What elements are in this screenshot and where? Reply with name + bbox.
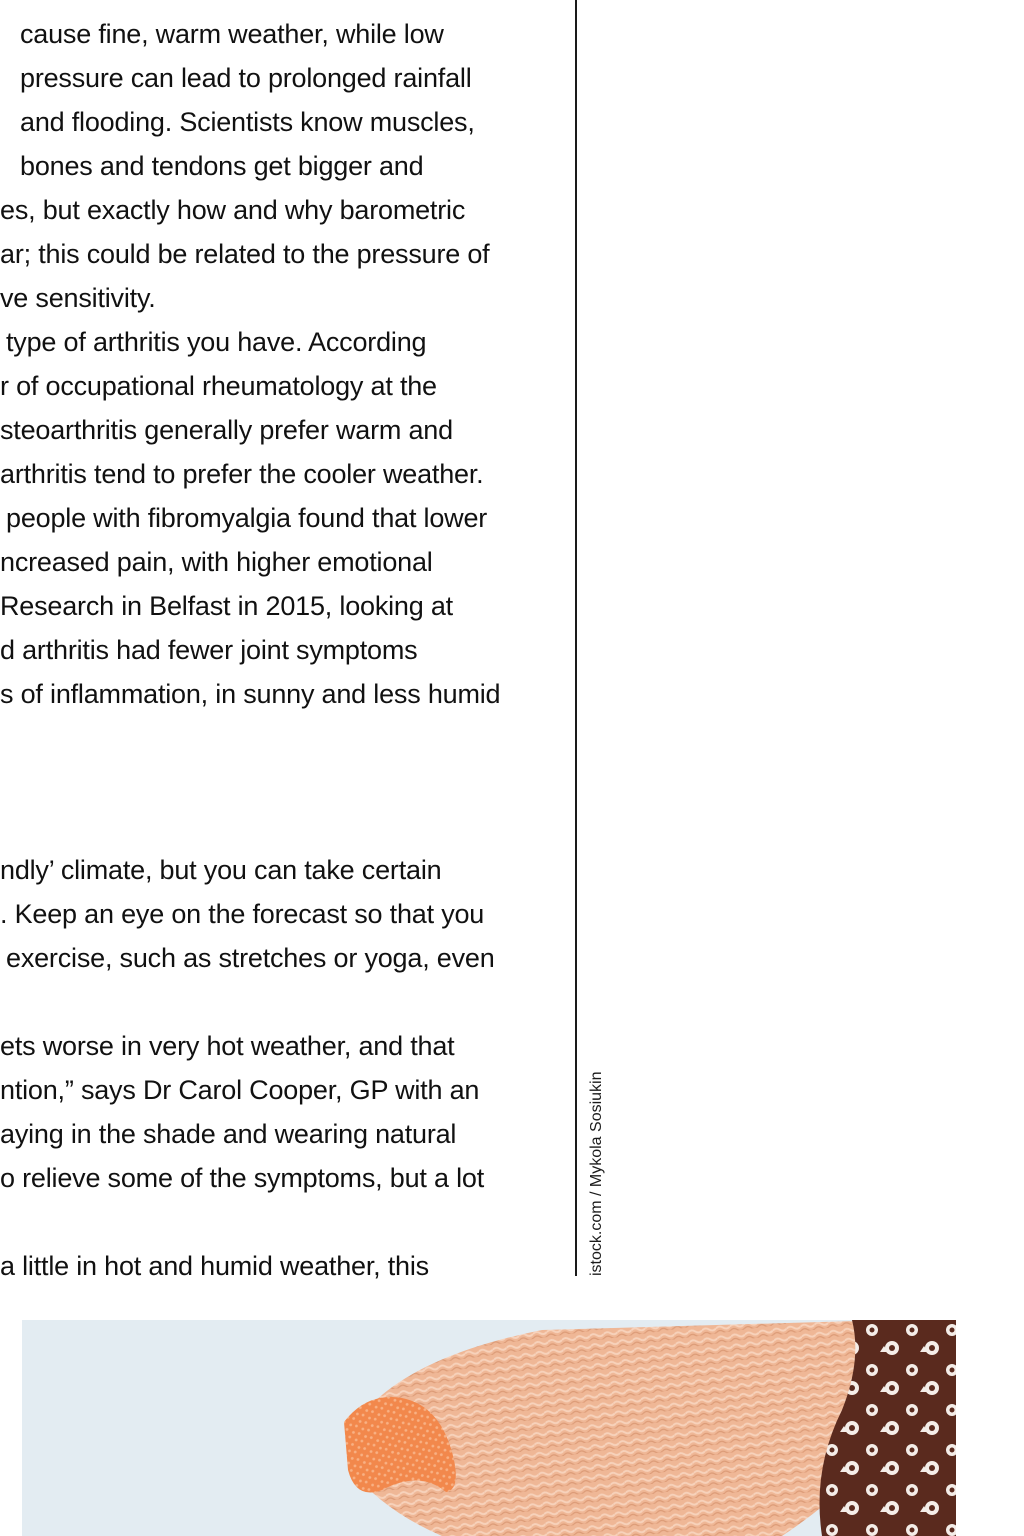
article-line: ncreased pain, with higher emotional bbox=[0, 547, 433, 577]
article-line: a little in hot and humid weather, this bbox=[0, 1251, 429, 1281]
article-line: es, but exactly how and why barometric bbox=[0, 195, 466, 225]
sun-hat-illustration bbox=[22, 1320, 956, 1536]
article-line: arthritis tend to prefer the cooler weather. bbox=[0, 459, 484, 489]
article-line: and flooding. Scientists know muscles, bbox=[20, 107, 475, 137]
article-line: ar; this could be related to the pressure of bbox=[0, 239, 490, 269]
article-line: cause fine, warm weather, while low bbox=[20, 19, 444, 49]
column-divider bbox=[575, 0, 577, 1276]
article-text-column bbox=[0, 0, 560, 1290]
article-line: ve sensitivity. bbox=[0, 283, 156, 313]
article-line: s of inflammation, in sunny and less humid bbox=[0, 679, 501, 709]
article-line: exercise, such as stretches or yoga, even bbox=[6, 943, 495, 973]
article-line: d arthritis had fewer joint symptoms bbox=[0, 635, 418, 665]
article-line: ets worse in very hot weather, and that bbox=[0, 1031, 455, 1061]
article-line: ntion,” says Dr Carol Cooper, GP with an bbox=[0, 1075, 480, 1105]
article-line: . Keep an eye on the forecast so that you bbox=[0, 899, 485, 929]
straw-sun-hat-photo bbox=[22, 1320, 956, 1536]
article-line: people with fibromyalgia found that lower bbox=[6, 503, 488, 533]
article-line: pressure can lead to prolonged rainfall bbox=[20, 63, 472, 93]
article-line: steoarthritis generally prefer warm and bbox=[0, 415, 453, 445]
article-line: type of arthritis you have. According bbox=[6, 327, 427, 357]
article-line: aying in the shade and wearing natural bbox=[0, 1119, 457, 1149]
article-line: Research in Belfast in 2015, looking at bbox=[0, 591, 453, 621]
photo-credit: istock.com / Mykola Sosiukin bbox=[588, 1071, 605, 1276]
article-line: ndly’ climate, but you can take certain bbox=[0, 855, 442, 885]
article-line: bones and tendons get bigger and bbox=[20, 151, 424, 181]
article-line: o relieve some of the symptoms, but a lot bbox=[0, 1163, 485, 1193]
article-line: r of occupational rheumatology at the bbox=[0, 371, 437, 401]
